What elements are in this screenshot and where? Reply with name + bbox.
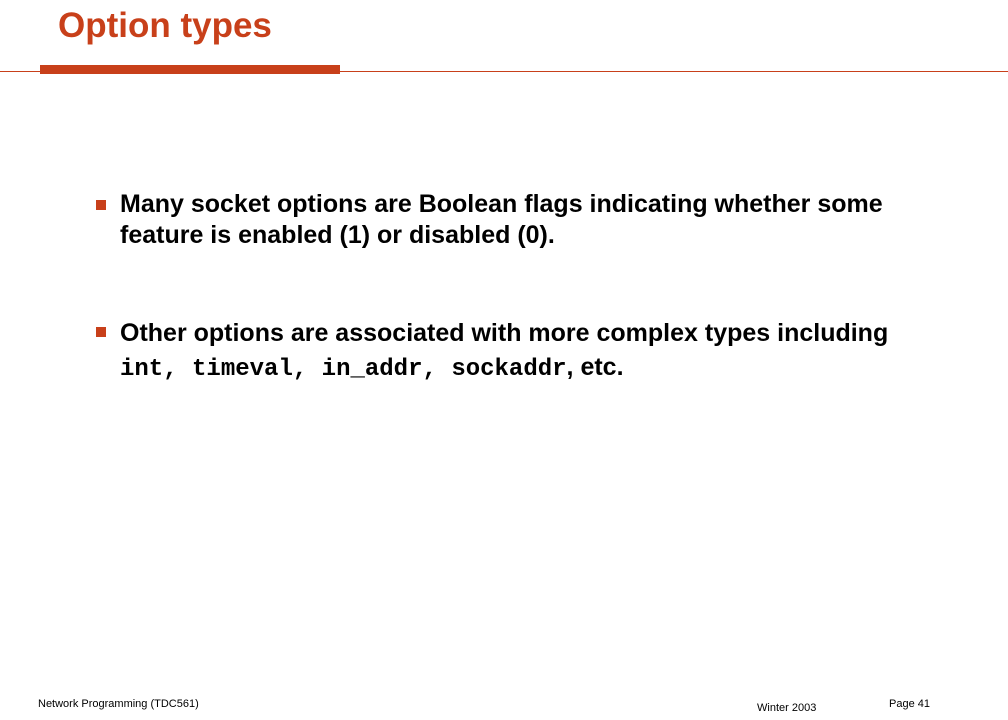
- type-separator: ,: [292, 356, 322, 383]
- bullet-text-prefix: Other options are associated with more complex types including: [120, 319, 889, 347]
- footer-page-number: Page 41: [889, 698, 930, 710]
- title-accent-bar: [40, 65, 340, 74]
- type-sockaddr: sockaddr: [451, 356, 567, 383]
- type-separator: ,: [566, 353, 581, 381]
- bullet-item-boolean-flags: [94, 189, 914, 251]
- bullet-text: [120, 316, 914, 387]
- type-timeval: timeval: [192, 356, 293, 383]
- type-separator: ,: [422, 356, 452, 383]
- square-bullet-icon: [96, 200, 106, 210]
- bullet-text-suffix: etc.: [580, 353, 624, 381]
- footer-term: Winter 2003: [757, 702, 817, 714]
- footer-course: Network Programming (TDC561): [38, 698, 199, 710]
- slide-title: Option types: [58, 6, 272, 45]
- type-in-addr: in_addr: [321, 356, 423, 383]
- square-bullet-icon: [96, 327, 106, 337]
- bullet-text: Many socket options are Boolean flags indicating whether some feature is enabled (1) or disabled (0).: [120, 190, 883, 249]
- type-separator: ,: [163, 356, 193, 383]
- type-int: int: [120, 356, 164, 383]
- bullet-item-complex-types: [94, 316, 914, 387]
